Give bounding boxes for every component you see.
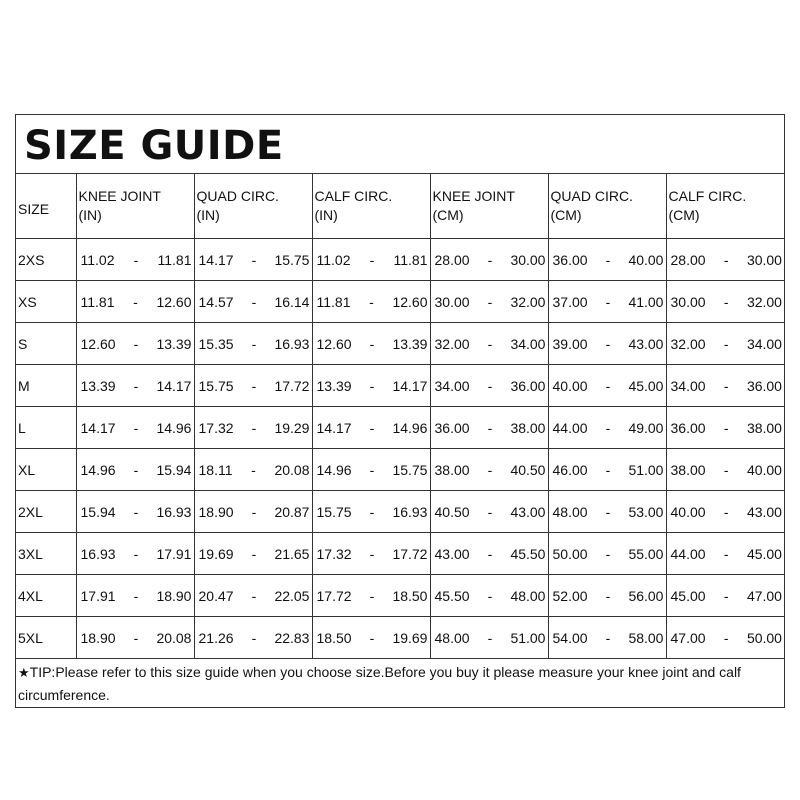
table-row bbox=[16, 575, 784, 617]
size-guide-frame bbox=[15, 114, 785, 708]
range-separator: - bbox=[487, 293, 493, 310]
range-separator: - bbox=[723, 587, 729, 604]
range-min: 13.39 bbox=[80, 377, 116, 394]
star-icon: ★ bbox=[18, 665, 30, 680]
range-min: 14.57 bbox=[198, 293, 234, 310]
range-cell bbox=[194, 575, 312, 617]
range-min: 40.00 bbox=[670, 503, 706, 520]
range-separator: - bbox=[605, 629, 611, 646]
range-max: 15.75 bbox=[392, 461, 428, 478]
range-cell bbox=[76, 617, 194, 659]
column-header-name: CALF CIRC. bbox=[668, 188, 747, 204]
range-min: 11.02 bbox=[80, 251, 115, 268]
range-min: 11.02 bbox=[316, 251, 351, 268]
range-cell bbox=[430, 575, 548, 617]
range-max: 40.00 bbox=[746, 461, 782, 478]
range-min: 39.00 bbox=[552, 335, 588, 352]
range-min: 28.00 bbox=[434, 251, 470, 268]
range-min: 34.00 bbox=[670, 377, 706, 394]
range-cell bbox=[430, 281, 548, 323]
range-max: 18.50 bbox=[392, 587, 428, 604]
table-row bbox=[16, 281, 784, 323]
range-max: 47.00 bbox=[746, 587, 782, 604]
range-max: 30.00 bbox=[746, 251, 782, 268]
range-separator: - bbox=[251, 335, 257, 352]
table-row bbox=[16, 449, 784, 491]
range-cell bbox=[312, 407, 430, 449]
range-max: 32.00 bbox=[510, 293, 546, 310]
range-cell bbox=[76, 281, 194, 323]
range-cell bbox=[548, 407, 666, 449]
tip-text: TIP:Please refer to this size guide when you choose size.Before you buy it please measure your knee joint and calf circumference. bbox=[18, 664, 741, 703]
table-row bbox=[16, 407, 784, 449]
range-cell bbox=[312, 281, 430, 323]
range-max: 21.65 bbox=[274, 545, 310, 562]
range-max: 40.00 bbox=[628, 251, 664, 268]
range-min: 50.00 bbox=[552, 545, 588, 562]
range-max: 41.00 bbox=[628, 293, 664, 310]
tip-note bbox=[16, 659, 784, 706]
range-min: 34.00 bbox=[434, 377, 470, 394]
range-max: 30.00 bbox=[510, 251, 546, 268]
size-label: XS bbox=[16, 281, 76, 323]
range-max: 15.94 bbox=[156, 461, 192, 478]
range-cell bbox=[430, 491, 548, 533]
range-min: 45.50 bbox=[434, 587, 470, 604]
range-min: 11.81 bbox=[316, 293, 351, 310]
range-cell bbox=[194, 239, 312, 281]
range-cell bbox=[76, 449, 194, 491]
range-min: 21.26 bbox=[198, 629, 234, 646]
range-cell bbox=[312, 533, 430, 575]
range-max: 49.00 bbox=[628, 419, 664, 436]
range-min: 30.00 bbox=[670, 293, 706, 310]
column-header-unit: (IN) bbox=[78, 207, 102, 223]
column-header bbox=[548, 174, 666, 239]
range-min: 46.00 bbox=[552, 461, 588, 478]
range-min: 36.00 bbox=[434, 419, 470, 436]
range-min: 14.17 bbox=[316, 419, 352, 436]
range-separator: - bbox=[605, 377, 611, 394]
range-separator: - bbox=[487, 587, 493, 604]
range-cell bbox=[666, 239, 784, 281]
range-min: 17.32 bbox=[316, 545, 352, 562]
range-cell bbox=[666, 617, 784, 659]
range-cell bbox=[312, 617, 430, 659]
range-max: 51.00 bbox=[628, 461, 664, 478]
range-cell bbox=[548, 575, 666, 617]
range-max: 14.17 bbox=[156, 377, 192, 394]
range-cell bbox=[430, 449, 548, 491]
range-max: 17.72 bbox=[392, 545, 428, 562]
column-header-name: KNEE JOINT bbox=[78, 188, 161, 204]
column-header bbox=[430, 174, 548, 239]
range-separator: - bbox=[487, 545, 493, 562]
range-cell bbox=[548, 533, 666, 575]
range-min: 48.00 bbox=[552, 503, 588, 520]
range-min: 14.17 bbox=[198, 251, 234, 268]
range-max: 16.93 bbox=[156, 503, 192, 520]
range-separator: - bbox=[369, 629, 375, 646]
column-header-unit: (CM) bbox=[432, 207, 464, 223]
size-label: 2XS bbox=[16, 239, 76, 281]
range-cell bbox=[548, 365, 666, 407]
range-separator: - bbox=[133, 629, 139, 646]
column-header-name: QUAD CIRC. bbox=[550, 188, 633, 204]
range-cell bbox=[666, 365, 784, 407]
range-cell bbox=[194, 323, 312, 365]
range-cell bbox=[312, 491, 430, 533]
range-cell bbox=[548, 281, 666, 323]
range-cell bbox=[194, 491, 312, 533]
range-separator: - bbox=[723, 377, 729, 394]
range-cell bbox=[666, 449, 784, 491]
column-header-name: KNEE JOINT bbox=[432, 188, 515, 204]
column-header bbox=[194, 174, 312, 239]
range-cell bbox=[666, 407, 784, 449]
range-min: 15.35 bbox=[198, 335, 234, 352]
range-max: 32.00 bbox=[746, 293, 782, 310]
range-separator: - bbox=[133, 419, 139, 436]
range-separator: - bbox=[605, 293, 611, 310]
range-max: 48.00 bbox=[510, 587, 546, 604]
range-cell bbox=[312, 239, 430, 281]
range-separator: - bbox=[251, 293, 257, 310]
range-cell bbox=[312, 323, 430, 365]
range-separator: - bbox=[487, 251, 493, 268]
range-max: 17.91 bbox=[156, 545, 192, 562]
size-label: 4XL bbox=[16, 575, 76, 617]
range-separator: - bbox=[723, 545, 729, 562]
table-header-row bbox=[16, 174, 784, 239]
range-max: 15.75 bbox=[274, 251, 310, 268]
range-max: 18.90 bbox=[156, 587, 192, 604]
range-min: 44.00 bbox=[670, 545, 706, 562]
range-cell bbox=[666, 281, 784, 323]
range-max: 56.00 bbox=[628, 587, 664, 604]
range-separator: - bbox=[487, 377, 493, 394]
range-max: 43.00 bbox=[628, 335, 664, 352]
range-separator: - bbox=[251, 377, 257, 394]
range-separator: - bbox=[605, 545, 611, 562]
range-min: 18.50 bbox=[316, 629, 352, 646]
range-separator: - bbox=[133, 377, 139, 394]
range-min: 17.32 bbox=[198, 419, 234, 436]
page-title: SIZE GUIDE bbox=[24, 122, 284, 169]
range-cell bbox=[430, 323, 548, 365]
range-separator: - bbox=[605, 419, 611, 436]
range-cell bbox=[430, 533, 548, 575]
table-row bbox=[16, 239, 784, 281]
range-separator: - bbox=[369, 503, 375, 520]
range-min: 20.47 bbox=[198, 587, 234, 604]
range-min: 17.72 bbox=[316, 587, 352, 604]
range-max: 58.00 bbox=[628, 629, 664, 646]
range-min: 32.00 bbox=[434, 335, 470, 352]
range-separator: - bbox=[251, 461, 256, 478]
range-separator: - bbox=[605, 461, 611, 478]
column-header-unit: (CM) bbox=[668, 207, 700, 223]
range-separator: - bbox=[251, 545, 257, 562]
range-max: 20.87 bbox=[274, 503, 310, 520]
range-max: 38.00 bbox=[746, 419, 782, 436]
range-separator: - bbox=[369, 419, 375, 436]
range-min: 38.00 bbox=[670, 461, 706, 478]
column-header bbox=[76, 174, 194, 239]
range-separator: - bbox=[605, 335, 611, 352]
range-cell bbox=[666, 533, 784, 575]
range-min: 43.00 bbox=[434, 545, 470, 562]
range-max: 13.39 bbox=[156, 335, 192, 352]
range-separator: - bbox=[487, 503, 493, 520]
range-min: 30.00 bbox=[434, 293, 470, 310]
range-separator: - bbox=[251, 629, 257, 646]
title-row bbox=[16, 115, 784, 174]
range-max: 36.00 bbox=[510, 377, 546, 394]
range-max: 16.14 bbox=[274, 293, 310, 310]
range-separator: - bbox=[133, 503, 139, 520]
range-max: 19.29 bbox=[274, 419, 310, 436]
size-label: XL bbox=[16, 449, 76, 491]
range-separator: - bbox=[133, 545, 139, 562]
range-cell bbox=[548, 617, 666, 659]
range-min: 47.00 bbox=[670, 629, 706, 646]
range-max: 12.60 bbox=[392, 293, 428, 310]
size-label: 3XL bbox=[16, 533, 76, 575]
range-min: 13.39 bbox=[316, 377, 352, 394]
size-table bbox=[16, 174, 784, 659]
range-min: 14.96 bbox=[316, 461, 352, 478]
range-separator: - bbox=[369, 293, 374, 310]
range-separator: - bbox=[723, 293, 729, 310]
range-cell bbox=[194, 617, 312, 659]
range-max: 13.39 bbox=[392, 335, 428, 352]
range-separator: - bbox=[133, 293, 138, 310]
range-separator: - bbox=[723, 461, 729, 478]
range-max: 14.17 bbox=[392, 377, 428, 394]
range-min: 12.60 bbox=[316, 335, 352, 352]
range-separator: - bbox=[605, 251, 611, 268]
size-label: S bbox=[16, 323, 76, 365]
range-cell bbox=[430, 617, 548, 659]
range-separator: - bbox=[723, 335, 729, 352]
range-cell bbox=[76, 575, 194, 617]
range-min: 40.00 bbox=[552, 377, 588, 394]
range-cell bbox=[76, 323, 194, 365]
range-cell bbox=[194, 281, 312, 323]
range-max: 11.81 bbox=[393, 251, 428, 268]
range-min: 52.00 bbox=[552, 587, 588, 604]
range-min: 36.00 bbox=[670, 419, 706, 436]
range-separator: - bbox=[369, 377, 375, 394]
range-max: 17.72 bbox=[274, 377, 310, 394]
range-cell bbox=[312, 365, 430, 407]
range-cell bbox=[76, 533, 194, 575]
range-separator: - bbox=[251, 503, 257, 520]
range-cell bbox=[548, 491, 666, 533]
range-separator: - bbox=[251, 251, 257, 268]
range-min: 32.00 bbox=[670, 335, 706, 352]
range-min: 16.93 bbox=[80, 545, 116, 562]
column-header bbox=[666, 174, 784, 239]
range-max: 45.50 bbox=[510, 545, 546, 562]
range-separator: - bbox=[723, 419, 729, 436]
range-max: 22.83 bbox=[274, 629, 310, 646]
range-min: 18.90 bbox=[80, 629, 116, 646]
range-separator: - bbox=[487, 335, 493, 352]
range-max: 45.00 bbox=[746, 545, 782, 562]
range-min: 36.00 bbox=[552, 251, 588, 268]
column-header-size: SIZE bbox=[16, 174, 76, 239]
range-cell bbox=[666, 323, 784, 365]
range-min: 28.00 bbox=[670, 251, 706, 268]
column-header-name: QUAD CIRC. bbox=[196, 188, 279, 204]
range-max: 36.00 bbox=[746, 377, 782, 394]
range-max: 12.60 bbox=[156, 293, 192, 310]
range-cell bbox=[312, 449, 430, 491]
range-cell bbox=[548, 239, 666, 281]
range-min: 37.00 bbox=[552, 293, 588, 310]
range-cell bbox=[194, 365, 312, 407]
range-cell bbox=[76, 407, 194, 449]
range-separator: - bbox=[251, 587, 257, 604]
table-row bbox=[16, 365, 784, 407]
range-min: 15.75 bbox=[316, 503, 352, 520]
range-min: 14.17 bbox=[80, 419, 116, 436]
range-max: 43.00 bbox=[746, 503, 782, 520]
range-max: 14.96 bbox=[392, 419, 428, 436]
range-separator: - bbox=[487, 461, 493, 478]
range-min: 15.94 bbox=[80, 503, 116, 520]
column-header bbox=[312, 174, 430, 239]
range-separator: - bbox=[133, 461, 139, 478]
range-min: 15.75 bbox=[198, 377, 234, 394]
range-min: 14.96 bbox=[80, 461, 116, 478]
range-separator: - bbox=[487, 419, 493, 436]
range-cell bbox=[76, 239, 194, 281]
range-cell bbox=[666, 491, 784, 533]
range-min: 18.11 bbox=[198, 461, 233, 478]
range-separator: - bbox=[251, 419, 257, 436]
range-min: 11.81 bbox=[80, 293, 115, 310]
table-row bbox=[16, 617, 784, 659]
range-separator: - bbox=[605, 587, 611, 604]
range-min: 19.69 bbox=[198, 545, 234, 562]
size-label: M bbox=[16, 365, 76, 407]
range-cell bbox=[194, 449, 312, 491]
range-cell bbox=[430, 407, 548, 449]
range-min: 48.00 bbox=[434, 629, 470, 646]
range-max: 20.08 bbox=[274, 461, 310, 478]
range-min: 40.50 bbox=[434, 503, 470, 520]
column-header-name: CALF CIRC. bbox=[314, 188, 393, 204]
range-max: 16.93 bbox=[392, 503, 428, 520]
range-min: 18.90 bbox=[198, 503, 234, 520]
range-max: 22.05 bbox=[274, 587, 310, 604]
range-max: 53.00 bbox=[628, 503, 664, 520]
size-label: 2XL bbox=[16, 491, 76, 533]
range-max: 50.00 bbox=[746, 629, 782, 646]
column-header-unit: (IN) bbox=[196, 207, 220, 223]
range-separator: - bbox=[369, 461, 375, 478]
range-separator: - bbox=[487, 629, 493, 646]
range-separator: - bbox=[723, 251, 729, 268]
range-cell bbox=[76, 491, 194, 533]
range-max: 16.93 bbox=[274, 335, 310, 352]
range-max: 34.00 bbox=[510, 335, 546, 352]
range-cell bbox=[194, 407, 312, 449]
range-separator: - bbox=[369, 251, 375, 268]
range-min: 38.00 bbox=[434, 461, 470, 478]
range-max: 45.00 bbox=[628, 377, 664, 394]
range-separator: - bbox=[133, 251, 139, 268]
range-min: 12.60 bbox=[80, 335, 116, 352]
range-cell bbox=[430, 365, 548, 407]
range-max: 43.00 bbox=[510, 503, 546, 520]
range-max: 11.81 bbox=[157, 251, 192, 268]
range-cell bbox=[312, 575, 430, 617]
range-max: 38.00 bbox=[510, 419, 546, 436]
column-header-unit: (CM) bbox=[550, 207, 582, 223]
range-min: 17.91 bbox=[80, 587, 116, 604]
size-label: 5XL bbox=[16, 617, 76, 659]
range-separator: - bbox=[723, 503, 729, 520]
range-separator: - bbox=[133, 587, 139, 604]
range-cell bbox=[548, 323, 666, 365]
range-separator: - bbox=[723, 629, 729, 646]
range-max: 20.08 bbox=[156, 629, 192, 646]
range-cell bbox=[666, 575, 784, 617]
range-cell bbox=[430, 239, 548, 281]
range-max: 40.50 bbox=[510, 461, 546, 478]
range-cell bbox=[548, 449, 666, 491]
range-separator: - bbox=[369, 587, 375, 604]
table-row bbox=[16, 491, 784, 533]
range-separator: - bbox=[605, 503, 611, 520]
table-row bbox=[16, 533, 784, 575]
range-min: 45.00 bbox=[670, 587, 706, 604]
range-separator: - bbox=[133, 335, 139, 352]
range-separator: - bbox=[369, 545, 375, 562]
range-min: 44.00 bbox=[552, 419, 588, 436]
table-row bbox=[16, 323, 784, 365]
range-cell bbox=[76, 365, 194, 407]
range-max: 55.00 bbox=[628, 545, 664, 562]
range-max: 34.00 bbox=[746, 335, 782, 352]
column-header-unit: (IN) bbox=[314, 207, 338, 223]
range-max: 19.69 bbox=[392, 629, 428, 646]
range-max: 51.00 bbox=[510, 629, 546, 646]
size-table-body bbox=[16, 174, 784, 659]
range-max: 14.96 bbox=[156, 419, 192, 436]
size-label: L bbox=[16, 407, 76, 449]
range-separator: - bbox=[369, 335, 375, 352]
range-min: 54.00 bbox=[552, 629, 588, 646]
range-cell bbox=[194, 533, 312, 575]
